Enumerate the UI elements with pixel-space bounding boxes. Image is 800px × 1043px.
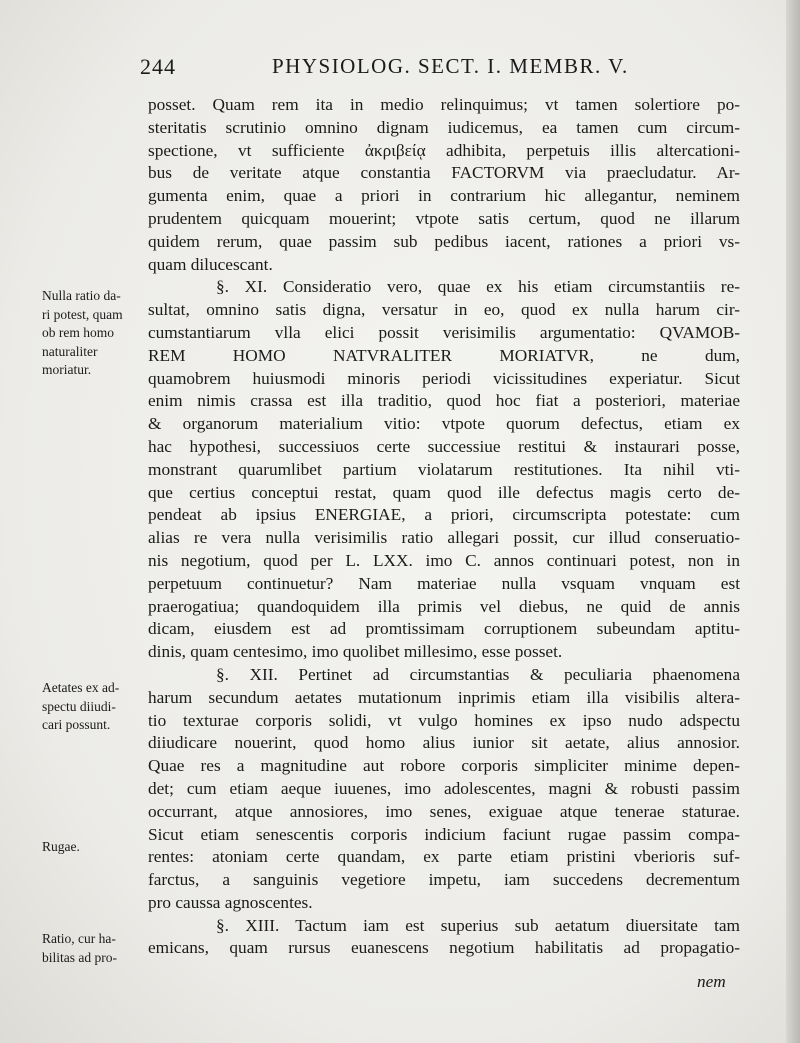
text-line: REM HOMO NATVRALITER MORIATVR, ne dum,: [148, 345, 740, 365]
paragraph-section-xi: [148, 276, 740, 664]
text-line: que certius conceptui restat, quam quod ille defectus magis certo de-: [148, 482, 740, 502]
text-line: posset. Quam rem ita in medio relinquimus; vt tamen solertiore po-: [148, 95, 740, 114]
text-line: bus de veritate atque constantia FACTORVM via praecludatur. Ar-: [148, 163, 740, 183]
text-line: gumenta enim, quae a priori in contrarium hic allegantur, neminem: [148, 186, 740, 206]
text-line: §. XI. Consideratio vero, quae ex his etiam circumstantiis re-: [216, 277, 740, 297]
text-line: diiudicare nouerint, quod homo alius iunior sit aetate, alius annosior.: [148, 733, 740, 753]
margin-note-line: ob rem homo: [42, 325, 114, 340]
text-line: tio texturae corporis solidi, vt vulgo homines ex ipso nudo adspectu: [148, 710, 740, 730]
text-line: quamobrem huiusmodi minoris periodi vicissitudines experiatur. Sicut: [148, 368, 740, 388]
margin-note-rugae: [42, 838, 142, 857]
margin-note-line: naturaliter: [42, 343, 98, 359]
text-line: perpetuum continuetur? Nam materiae nulla vsquam vnquam est: [148, 573, 740, 593]
text-line: hac hypothesi, successiuos certe successiue restitui & instaurari posse,: [148, 436, 740, 456]
text-line: farctus, a sanguinis vegetiore impetu, iam succedens decrementum: [148, 870, 740, 890]
text-line: cumstantiarum vlla elici possit verisimilis argumentatio: QVAMOB-: [148, 322, 740, 342]
page-gutter-shadow: [786, 0, 800, 1043]
margin-note-nulla-ratio: [42, 287, 142, 380]
margin-note-ratio-habilitas: [42, 930, 142, 967]
text-line: harum secundum aetates mutationum inprimis etiam illa visibilis altera-: [148, 687, 740, 707]
margin-note-line: moriatur.: [42, 362, 92, 377]
text-line: §. XIII. Tactum iam est superius sub aetatum diuersitate tam: [216, 915, 740, 935]
text-line: pendeat ab ipsius ENERGIAE, a priori, circumscripta potestate: cum: [148, 505, 740, 525]
main-text: [148, 94, 740, 960]
text-line: nis negotium, quod per L. LXX. imo C. annos continuari potest, non in: [148, 550, 740, 570]
text-line: dinis, quam centesimo, imo quolibet millesimo, esse posset.: [148, 642, 563, 662]
margin-note-line: spectu diiudi-: [42, 698, 116, 714]
text-line: quidem rerum, quae passim sub pedibus iacent, rationes a priori vs-: [148, 231, 740, 251]
text-line: Quae res a magnitudine aut robore corporis simpliciter minime depen-: [148, 756, 740, 776]
text-line: prudentem quicquam mouerint; vtpote satis certum, quod ne illarum: [148, 208, 740, 228]
catchword: nem: [697, 972, 726, 991]
text-line: monstrant quarumlibet partium violatarum restitutiones. Ita nihil vti-: [148, 459, 740, 479]
text-line: sultat, omnino satis digna, versatur in eo, quod ex nulla harum cir-: [148, 300, 740, 320]
margin-note-line: Aetates ex ad-: [42, 680, 120, 695]
text-line: alias re vera nulla verisimilis ratio allegari possit, cur illud conseruatio-: [148, 528, 740, 548]
text-line: spectione, vt sufficiente ἀκριβείᾳ adhibita, perpetuis illis altercationi-: [148, 140, 740, 160]
margin-note-line: Nulla ratio da-: [42, 288, 121, 303]
margin-note-line: Rugae.: [42, 839, 80, 854]
text-line: quam dilucescant.: [148, 254, 273, 274]
text-line: dicam, eiusdem est ad promtissimam corruptionem subeundam aptitu-: [148, 619, 740, 639]
margin-note-line: cari possunt.: [42, 717, 111, 732]
text-line: enim nimis crassa est illa traditio, quod hoc fiat a posteriori, materiae: [148, 391, 740, 411]
text-line: §. XII. Pertinet ad circumstantias & peculiaria phaenomena: [216, 664, 740, 684]
text-line: praerogatiua; quandoquidem illa primis vel diebus, ne quid de annis: [148, 596, 740, 616]
page-number: 244: [140, 54, 176, 79]
text-line: & organorum materialium vitio: vtpote quorum defectus, etiam ex: [148, 414, 740, 434]
paragraph-section-xii: [148, 664, 740, 915]
text-line: rentes: atoniam certe quandam, ex parte etiam pristini vberioris suf-: [148, 847, 740, 867]
text-line: steritatis scrutinio omnino dignam iudicemus, ea tamen cum circum-: [148, 117, 740, 137]
margin-note-aetates: [42, 679, 142, 735]
page-header: [140, 54, 740, 84]
text-line: occurrant, atque annosiores, imo senes, exiguae atque tenerae staturae.: [148, 801, 740, 821]
margin-note-line: bilitas ad pro-: [42, 949, 117, 965]
margin-note-line: Ratio, cur ha-: [42, 931, 116, 946]
text-line: Sicut etiam senescentis corporis indicium faciunt rugae passim compa-: [148, 824, 740, 844]
text-line: pro caussa agnoscentes.: [148, 892, 313, 912]
margin-note-line: ri potest, quam: [42, 306, 123, 322]
text-line: det; cum etiam aeque iuuenes, imo adolescentes, magni & robusti passim: [148, 778, 740, 798]
paragraph-1: [148, 94, 740, 276]
paragraph-section-xiii: [148, 915, 740, 961]
text-line: emicans, quam rursus euanescens negotium habilitatis ad propagatio-: [148, 938, 740, 958]
running-head: PHYSIOLOG. SECT. I. MEMBR. V.: [272, 54, 629, 78]
